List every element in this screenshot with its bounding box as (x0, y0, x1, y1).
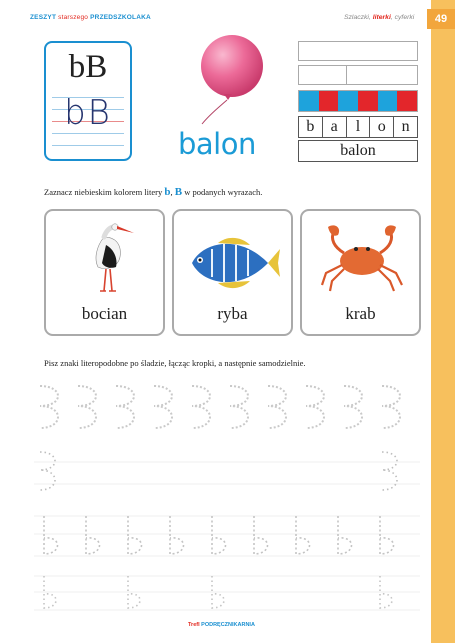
brand-podrecznikarnia: PODRĘCZNIKARNIA (201, 622, 255, 628)
instruction-text: Zaznacz niebieskim kolorem litery (44, 187, 165, 197)
tracing-b-curve (268, 386, 286, 428)
instruction-separator: , (170, 187, 175, 197)
schema-letter: l (346, 117, 370, 137)
letter-card (44, 41, 132, 161)
sound-square (358, 91, 378, 111)
schema-letter: b (306, 118, 315, 135)
tracing-b-curve (154, 386, 172, 428)
series-title-part3: PRZEDSZKOLAKA (90, 14, 151, 21)
topic-part2: , cyferki (390, 14, 415, 21)
series-title-part2: starszego (58, 14, 89, 21)
picture-label: ryba (217, 304, 248, 323)
crab-icon (316, 223, 408, 293)
tracing-small-b (86, 516, 100, 554)
picture-card-fish (172, 209, 293, 336)
tracing-small-b (254, 516, 268, 554)
fish-icon (184, 233, 282, 293)
tracing-small-b (128, 516, 142, 554)
guide-line (52, 145, 124, 146)
topic-highlight: literki (372, 14, 391, 21)
schema-letter: o (369, 117, 393, 137)
tracing-row-small-b-dots (34, 570, 420, 616)
topic-part1: Szlaczki, (344, 14, 371, 21)
writing-box (298, 41, 418, 61)
series-title (30, 14, 151, 21)
highlight-letter-B: B (174, 186, 183, 198)
tracing-small-b (170, 516, 184, 554)
picture-card-crab (300, 209, 421, 336)
sound-square (378, 91, 398, 111)
sound-square (338, 91, 358, 111)
tracing-small-b (212, 516, 226, 554)
script-letters: bB (64, 93, 112, 133)
tracing-b-curve (116, 386, 134, 428)
stork-icon (76, 219, 136, 301)
guide-line (52, 133, 124, 134)
balloon-word: balon (178, 127, 256, 161)
highlight-letter-b: b (164, 186, 171, 198)
tracing-small-b (44, 516, 58, 554)
tracing-b-curve (40, 386, 58, 428)
sound-square (319, 91, 339, 111)
topic-title (344, 14, 414, 21)
publisher-footer (188, 622, 255, 628)
tracing-b-curve (230, 386, 248, 428)
sound-square (299, 91, 319, 111)
balloon-icon (188, 34, 274, 130)
tracing-b-curve (192, 386, 210, 428)
page-number: 49 (427, 9, 455, 29)
picture-label: krab (345, 304, 376, 323)
schema-letter: n (393, 117, 417, 137)
schema-letter: a (322, 117, 346, 137)
tracing-b-curve (306, 386, 324, 428)
tracing-small-b (296, 516, 310, 554)
letter-schema (298, 116, 418, 138)
sound-schema (298, 90, 418, 112)
tracing-b-curve (382, 386, 400, 428)
printed-letters: bB (68, 49, 108, 85)
instruction-tracing: Pisz znaki literopodobne po śladzie, łącząc kropki, a następnie samodzielnie. (44, 358, 306, 368)
writing-box-split (298, 65, 418, 85)
tracing-b-curve (344, 386, 362, 428)
brand-trefl: Trefl (188, 622, 200, 628)
sound-square (397, 91, 417, 111)
instruction-mark-letters (44, 186, 262, 198)
tracing-b-curve (78, 386, 96, 428)
instruction-text: w podanych wyrazach. (182, 187, 263, 197)
series-title-part1: ZESZYT (30, 14, 57, 21)
schema-word: balon (298, 140, 418, 162)
tracing-row-b-dots (34, 448, 420, 498)
picture-label: bocian (81, 304, 128, 323)
tracing-small-b (338, 516, 352, 554)
page-sidebar (431, 0, 455, 643)
tracing-row-small-b (34, 510, 420, 562)
tracing-row-b-curves (34, 382, 420, 432)
tracing-small-b (380, 516, 394, 554)
picture-card-stork (44, 209, 165, 336)
